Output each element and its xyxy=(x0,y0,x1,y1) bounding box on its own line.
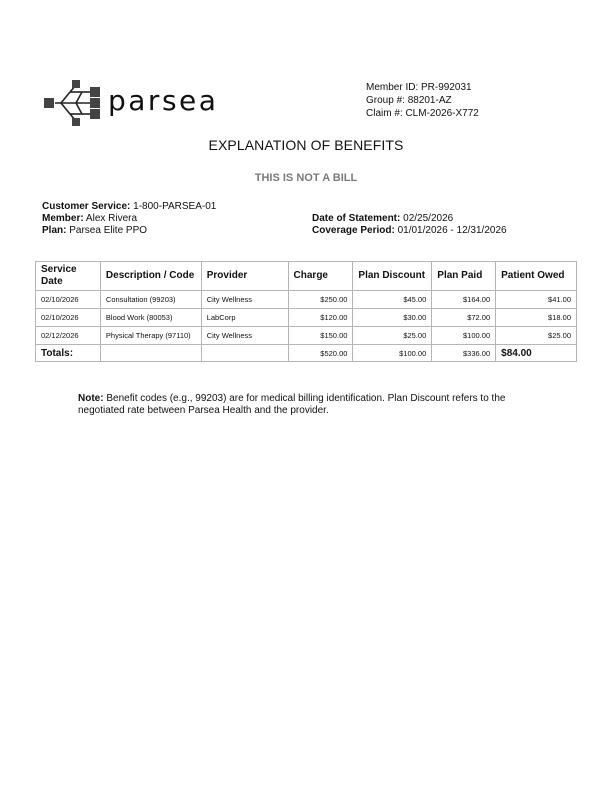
member-line xyxy=(42,213,137,226)
plan-discount-cell: $30.00 xyxy=(353,309,432,327)
document-title: EXPLANATION OF BENEFITS xyxy=(208,137,404,153)
coverage-period-value: 01/01/2026 - 12/31/2026 xyxy=(397,225,507,236)
plan-paid-cell: $100.00 xyxy=(432,327,496,345)
plan-paid-cell: $164.00 xyxy=(432,291,496,309)
benefits-table xyxy=(35,261,577,362)
coverage-period-label: Coverage Period: xyxy=(312,225,395,236)
statement-date-label: Date of Statement: xyxy=(312,213,401,224)
note-label: Note: xyxy=(78,393,104,404)
description-cell: Blood Work (80053) xyxy=(100,309,201,327)
statement-date-line xyxy=(312,213,453,226)
member-label: Member: xyxy=(42,213,84,224)
service-date-cell: 02/10/2026 xyxy=(36,309,101,327)
note-text: Benefit codes (e.g., 99203) are for medical billing identification. Plan Discount refers to the negotiated rate between Parsea Health and the provider. xyxy=(78,393,506,416)
member-id-block xyxy=(366,81,479,120)
footnote xyxy=(78,393,538,417)
description-cell: Consultation (99203) xyxy=(100,291,201,309)
plan-label: Plan: xyxy=(42,225,67,236)
table-row xyxy=(36,309,577,327)
customer-service-value: 1-800-PARSEA-01 xyxy=(133,201,217,212)
column-header: Charge xyxy=(288,262,353,291)
service-date-cell: 02/12/2026 xyxy=(36,327,101,345)
total-plan-paid: $336.00 xyxy=(432,345,496,362)
coverage-period-line xyxy=(312,225,507,238)
group-number: Group #: 88201-AZ xyxy=(366,95,452,106)
plan-line xyxy=(42,225,147,238)
plan-discount-cell: $45.00 xyxy=(353,291,432,309)
service-date-cell: 02/10/2026 xyxy=(36,291,101,309)
total-plan-discount: $100.00 xyxy=(353,345,432,362)
member-name: Alex Rivera xyxy=(85,213,138,224)
column-header: Service Date xyxy=(36,262,101,291)
table-row xyxy=(36,291,577,309)
charge-cell: $150.00 xyxy=(288,327,353,345)
plan-discount-cell: $25.00 xyxy=(353,327,432,345)
table-header-row xyxy=(36,262,577,291)
statement-date-value: 02/25/2026 xyxy=(403,213,454,224)
network-logo-icon xyxy=(42,80,104,126)
customer-service-line xyxy=(42,201,216,214)
column-header: Plan Paid xyxy=(432,262,496,291)
column-header: Provider xyxy=(201,262,288,291)
member-id: Member ID: PR-992031 xyxy=(366,82,472,93)
column-header: Patient Owed xyxy=(496,262,577,291)
claim-number: Claim #: CLM-2026-X772 xyxy=(366,108,479,119)
plan-paid-cell: $72.00 xyxy=(432,309,496,327)
logo-wordmark: parsea xyxy=(108,84,219,117)
not-a-bill-notice: THIS IS NOT A BILL xyxy=(254,172,358,184)
table-row xyxy=(36,327,577,345)
column-header: Plan Discount xyxy=(353,262,432,291)
total-patient-owed: $84.00 xyxy=(496,345,577,362)
total-charge: $520.00 xyxy=(288,345,353,362)
column-header: Description / Code xyxy=(100,262,201,291)
patient-owed-cell: $41.00 xyxy=(496,291,577,309)
totals-label: Totals: xyxy=(36,345,101,362)
provider-cell: City Wellness xyxy=(201,291,288,309)
provider-cell: LabCorp xyxy=(201,309,288,327)
empty-cell xyxy=(100,345,201,362)
description-cell: Physical Therapy (97110) xyxy=(100,327,201,345)
provider-cell: City Wellness xyxy=(201,327,288,345)
charge-cell: $250.00 xyxy=(288,291,353,309)
company-logo xyxy=(42,80,218,126)
plan-name: Parsea Elite PPO xyxy=(69,225,148,236)
empty-cell xyxy=(201,345,288,362)
totals-row xyxy=(36,345,577,362)
patient-owed-cell: $25.00 xyxy=(496,327,577,345)
charge-cell: $120.00 xyxy=(288,309,353,327)
customer-service-label: Customer Service: xyxy=(42,201,131,212)
patient-owed-cell: $18.00 xyxy=(496,309,577,327)
